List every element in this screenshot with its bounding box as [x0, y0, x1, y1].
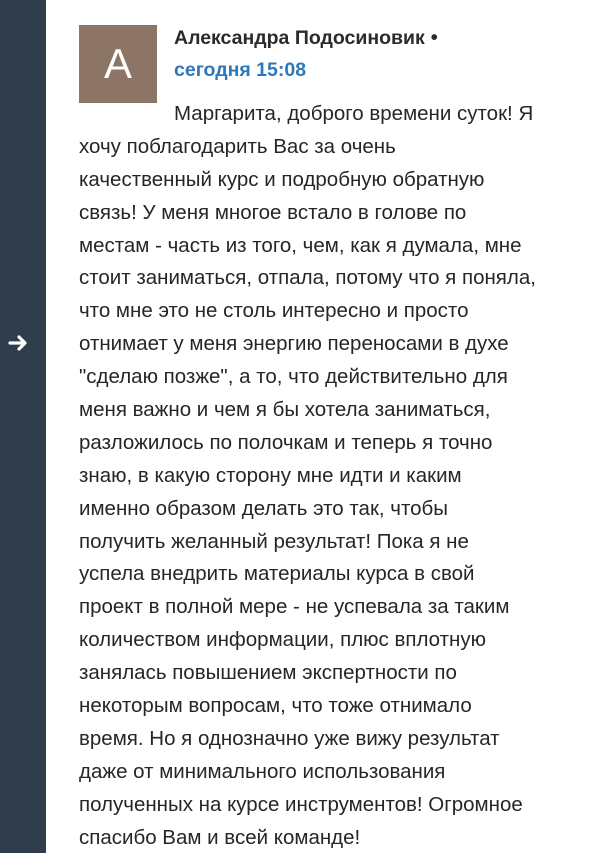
comment-text-line: проект в полной мере - не успевала за таким — [79, 595, 510, 619]
comment-text-line: полученных на курсе инструментов! Огромное — [79, 792, 523, 816]
comment-text-line: спасибо Вам и всей команде! — [79, 825, 361, 849]
comment-text-line: отнимает у меня энергию переносами в духе — [79, 332, 509, 356]
comment-text-line: Маргарита, доброго времени суток! Я — [174, 102, 534, 125]
comment-text-line: даже от минимального использования — [79, 759, 446, 783]
separator-dot: • — [430, 27, 438, 49]
comment-text-line: количеством информации, плюс вплотную — [79, 628, 486, 652]
comment-timestamp[interactable]: сегодня 15:08 — [174, 59, 307, 81]
side-navigation-strip — [0, 0, 46, 853]
comment-text-line: "сделаю позже", а то, что действительно для — [79, 365, 508, 389]
comment-text-line: меня важно и чем я бы хотела заниматься, — [79, 398, 491, 422]
comment-text-line: получить желанный результат! Пока я не — [79, 529, 469, 553]
comment-body — [79, 98, 587, 853]
comment-text-line: разложилось по полочкам и теперь я точно — [79, 430, 493, 454]
comment-text-line: связь! У меня многое встало в голове по — [79, 200, 467, 224]
author-line — [174, 27, 438, 50]
comment-text-line: стоит заниматься, отпала, потому что я поняла, — [79, 266, 536, 290]
comment-text-line: качественный курс и подробную обратную — [79, 167, 485, 191]
comment-text-line: хочу поблагодарить Вас за очень — [79, 134, 396, 158]
comment-text-line: знаю, в какую сторону мне идти и каким — [79, 463, 462, 487]
comment-text-line: некоторым вопросам, что тоже отнимало — [79, 694, 472, 718]
comment-text-line: время. Но я однозначно уже вижу результат — [79, 726, 500, 750]
author-name[interactable]: Александра Подосиновик — [174, 27, 425, 49]
arrow-right-icon[interactable] — [7, 331, 31, 355]
comment-text-line: успела внедрить материалы курса в свой — [79, 562, 475, 586]
avatar[interactable] — [79, 25, 157, 103]
comment-text-line: занялась повышением экспертности по — [79, 661, 457, 685]
comment-text-line: именно образом делать это так, чтобы — [79, 496, 449, 520]
avatar-letter: А — [103, 40, 132, 87]
comment-text-line: что мне это не столь интересно и просто — [79, 299, 469, 323]
comment-header — [174, 27, 438, 82]
comment-text-line: местам - часть из того, чем, как я думала, мне — [79, 233, 522, 257]
